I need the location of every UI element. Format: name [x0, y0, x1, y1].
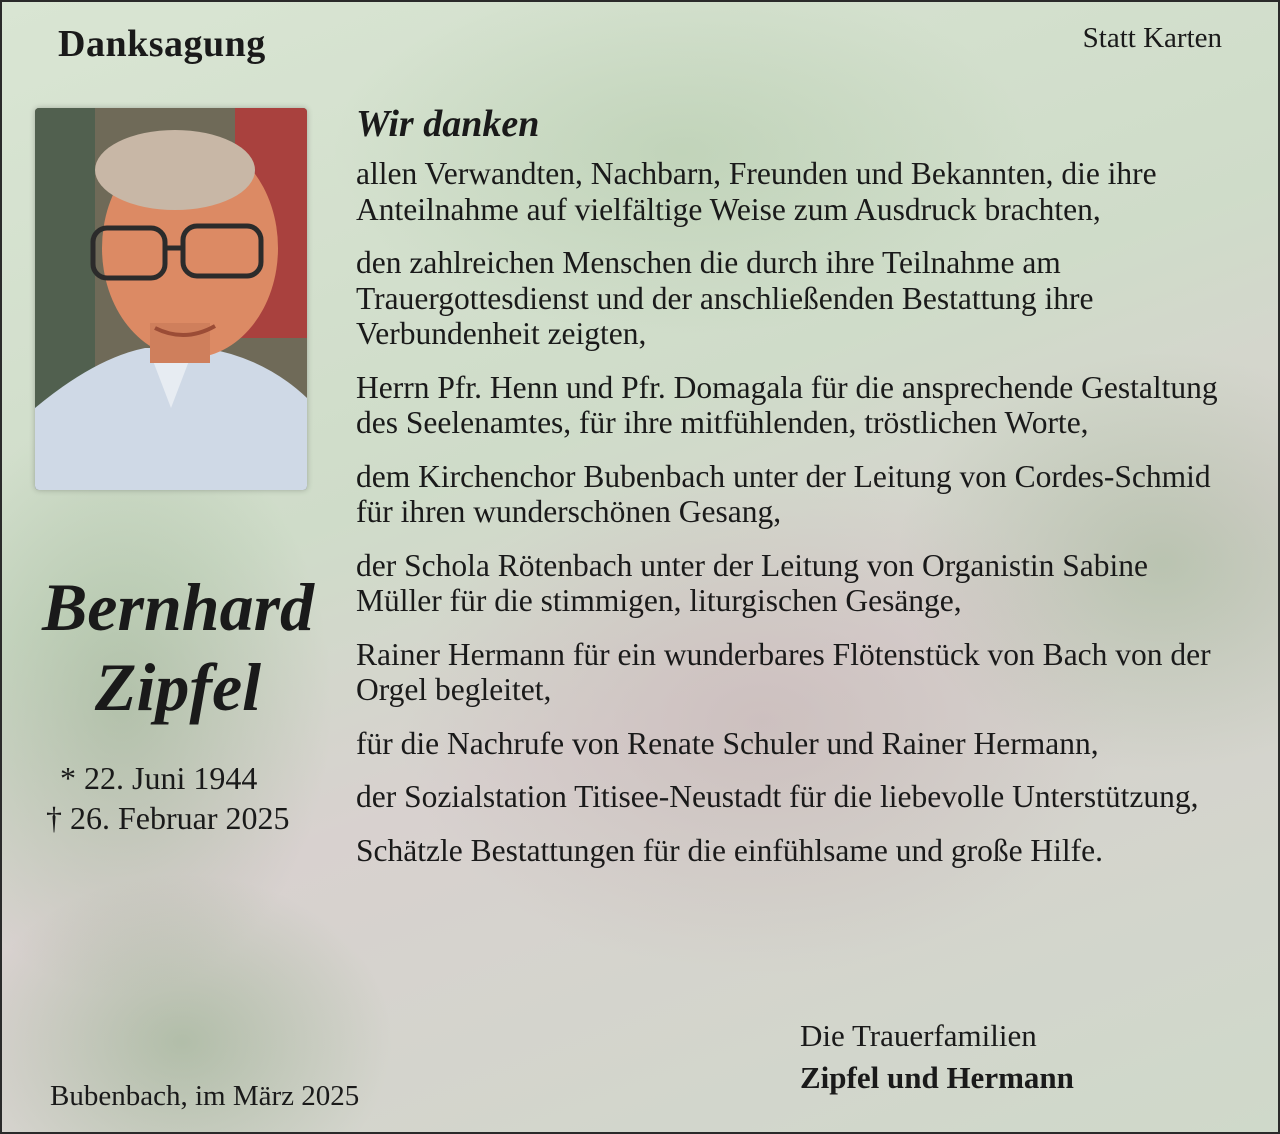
thanks-item: der Schola Rötenbach unter der Leitung von Organistin Sabine Müller für die stimmigen, liturgischen Gesänge,: [356, 547, 1148, 618]
deceased-first-name: Bernhard: [41, 569, 315, 645]
thanks-item: Herrn Pfr. Henn und Pfr. Domagala für die ansprechende Gestaltung des Seelenamtes, für ihre mitfühlenden, tröstlichen Worte,: [356, 369, 1218, 440]
place-date: Bubenbach, im März 2025: [50, 1080, 360, 1112]
thanks-item: dem Kirchenchor Bubenbach unter der Leitung von Cordes-Schmid für ihren wunderschönen Gesang,: [356, 458, 1211, 529]
thanks-item: Schätzle Bestattungen für die einfühlsame und große Hilfe.: [356, 832, 1104, 868]
thanks-item: der Sozialstation Titisee-Neustadt für die liebevolle Unterstützung,: [356, 779, 1199, 814]
family-line-1: Die Trauerfamilien: [800, 1018, 1037, 1053]
deceased-last-name: Zipfel: [94, 649, 262, 725]
thanks-item: den zahlreichen Menschen die durch ihre Teilnahme am Trauergottesdienst und der anschließenden Bestattung ihre Verbundenheit zeigten,: [356, 245, 1094, 351]
portrait-illustration: [35, 108, 307, 490]
thanks-item: Rainer Hermann für ein wunderbares Flötenstück von Bach von der Orgel begleitet,: [356, 636, 1211, 707]
death-date: † 26. Februar 2025: [46, 800, 290, 836]
thanks-heading: Wir danken: [356, 103, 540, 145]
family-line-2: Zipfel und Hermann: [800, 1060, 1074, 1095]
portrait-photo: [35, 108, 307, 490]
thanks-item: für die Nachrufe von Renate Schuler und Rainer Hermann,: [356, 725, 1099, 761]
thanks-item: allen Verwandten, Nachbarn, Freunden und Bekannten, die ihre Anteilnahme auf vielfältige Weise zum Ausdruck brachten,: [356, 156, 1157, 227]
birth-date: * 22. Juni 1944: [60, 760, 258, 796]
header-note: Statt Karten: [1082, 22, 1222, 54]
page-title: Danksagung: [58, 23, 266, 65]
thanks-list: [356, 156, 1236, 886]
